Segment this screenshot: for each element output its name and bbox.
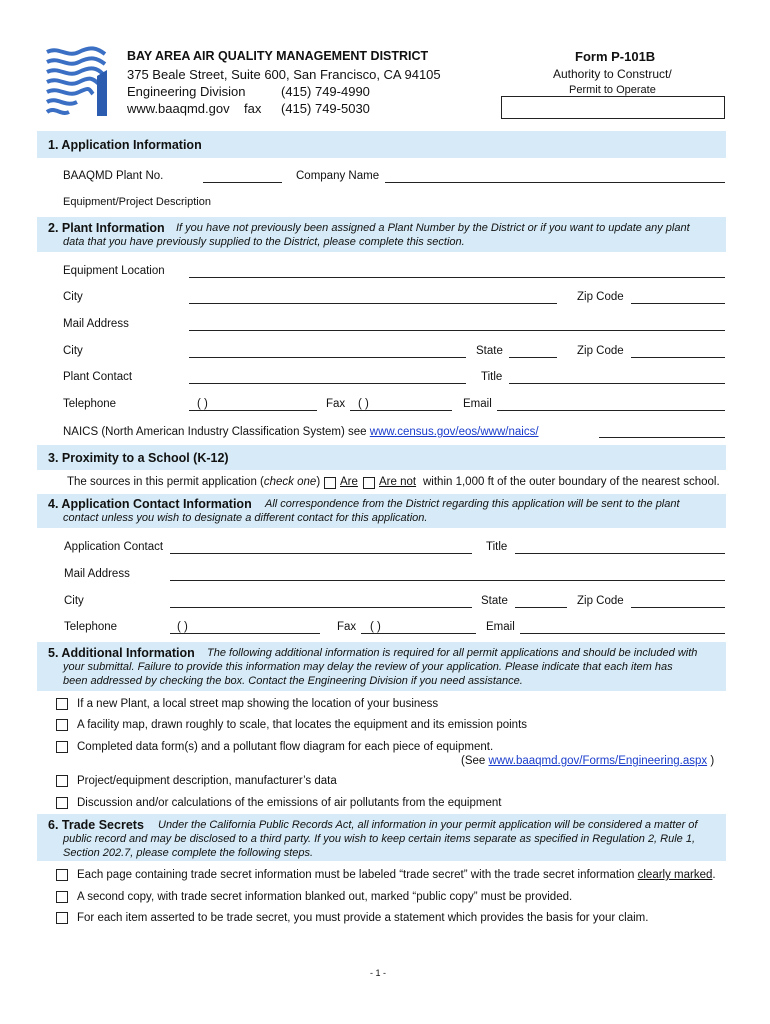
plant-fax-parens: ( ) <box>358 398 369 410</box>
plant-title-label: Title <box>481 371 503 383</box>
mail-state-field[interactable] <box>509 357 557 358</box>
info-checkbox-facility-map[interactable] <box>56 719 68 731</box>
section-2-title: 2. Plant Information <box>48 221 165 235</box>
fax-label: fax <box>244 101 262 116</box>
are-checkbox[interactable] <box>324 477 336 489</box>
plant-zip-label: Zip Code <box>577 291 624 303</box>
section-6-title: 6. Trade Secrets <box>48 818 144 832</box>
are-not-label: Are not <box>379 476 417 488</box>
plant-email-label: Email <box>463 398 492 410</box>
equipment-location-label: Equipment Location <box>63 265 165 277</box>
plant-no-field[interactable] <box>203 182 282 183</box>
contact-city-label: City <box>64 595 84 607</box>
plant-no-label: BAAQMD Plant No. <box>63 170 164 182</box>
see-forms-line <box>461 755 714 767</box>
trade-item-label-pages <box>77 869 716 881</box>
page-number: - 1 - <box>370 968 387 978</box>
info-checkbox-project-description[interactable] <box>56 775 68 787</box>
info-item-facility-map: A facility map, drawn roughly to scale, that locates the equipment and its emission points <box>77 719 528 731</box>
section-6-note-2: public record and may be disclosed to a third party. If you wish to keep certain items separate as specified in Regulation 2, Rule 1, <box>63 833 696 845</box>
info-checkbox-data-forms[interactable] <box>56 741 68 753</box>
trade-checkbox-statement[interactable] <box>56 912 68 924</box>
org-name: BAY AREA AIR QUALITY MANAGEMENT DISTRICT <box>127 49 429 63</box>
application-contact-label: Application Contact <box>64 541 164 553</box>
are-label: Are <box>340 476 358 488</box>
baaqmd-logo <box>45 46 107 118</box>
mail-zip-field[interactable] <box>631 357 725 358</box>
info-item-project-description: Project/equipment description, manufacturer’s data <box>77 775 337 787</box>
section-6-note-1: Under the California Public Records Act, all information in your permit application will be considered a matter of <box>158 819 698 831</box>
naics-text <box>63 426 539 438</box>
mail-zip-label: Zip Code <box>577 345 624 357</box>
are-not-checkbox[interactable] <box>363 477 375 489</box>
division-name: Engineering Division <box>127 84 246 99</box>
info-item-data-forms: Completed data form(s) and a pollutant flow diagram for each piece of equipment. <box>77 741 494 753</box>
naics-field[interactable] <box>599 437 725 438</box>
application-contact-field[interactable] <box>170 553 472 554</box>
plant-title-field[interactable] <box>509 383 725 384</box>
contact-zip-field[interactable] <box>631 607 725 608</box>
office-use-box[interactable] <box>501 96 725 119</box>
plant-telephone-label: Telephone <box>63 398 117 410</box>
clearly-marked-text: clearly marked <box>637 869 713 881</box>
school-sentence-prefix: The sources in this permit application ( <box>67 476 264 488</box>
school-sentence-end: within 1,000 ft of the outer boundary of the nearest school. <box>423 476 720 488</box>
plant-city-field[interactable] <box>189 303 557 304</box>
contact-email-label: Email <box>486 621 515 633</box>
trade-checkbox-public-copy[interactable] <box>56 891 68 903</box>
section-1-title: 1. Application Information <box>48 138 202 152</box>
contact-mail-address-field[interactable] <box>170 580 725 581</box>
section-4-title: 4. Application Contact Information <box>48 497 252 511</box>
mail-city-label: City <box>63 345 83 357</box>
school-sentence-close: ) <box>316 476 321 488</box>
contact-mail-address-label: Mail Address <box>64 568 130 580</box>
section-2-note-1: If you have not previously been assigned a Plant Number by the District or if you want to update any plant <box>176 222 690 234</box>
school-sentence-start <box>67 476 320 488</box>
trade-item-statement: For each item asserted to be trade secret, you must provide a statement which provides the basis for your claim. <box>77 912 649 924</box>
division-phone: (415) 749-4990 <box>281 84 370 99</box>
org-address: 375 Beale Street, Suite 600, San Francisco, CA 94105 <box>127 67 441 82</box>
naics-link[interactable]: www.census.gov/eos/www/naics/ <box>369 426 539 438</box>
plant-telephone-parens: ( ) <box>197 398 208 410</box>
plant-fax-field[interactable] <box>350 410 452 411</box>
info-item-street-map: If a new Plant, a local street map showing the location of your business <box>77 698 439 710</box>
trade-checkbox-label-pages[interactable] <box>56 869 68 881</box>
fax-number: (415) 749-5030 <box>281 101 370 116</box>
plant-fax-label: Fax <box>326 398 346 410</box>
plant-email-field[interactable] <box>497 410 725 411</box>
naics-label: NAICS (North American Industry Classification System) see <box>63 426 367 438</box>
mail-address-field[interactable] <box>189 330 725 331</box>
section-4-note-1: All correspondence from the District regarding this application will be sent to the plant <box>265 498 680 510</box>
form-subtitle-2: Permit to Operate <box>569 84 656 96</box>
trade-item-1-text: Each page containing trade secret information must be labeled “trade secret” with the trade secret information <box>77 869 635 881</box>
form-number: Form P-101B <box>575 49 656 64</box>
info-checkbox-street-map[interactable] <box>56 698 68 710</box>
info-item-emissions: Discussion and/or calculations of the emissions of air pollutants from the equipment <box>77 797 502 809</box>
contact-telephone-label: Telephone <box>64 621 118 633</box>
contact-state-field[interactable] <box>515 607 567 608</box>
section-3-title: 3. Proximity to a School (K-12) <box>48 451 229 465</box>
section-5-note-2: your submittal. Failure to provide this information may delay the review of your application. Please indicate that each item has <box>63 661 673 673</box>
plant-contact-label: Plant Contact <box>63 371 133 383</box>
contact-title-label: Title <box>486 541 508 553</box>
trade-item-public-copy: A second copy, with trade secret information blanked out, marked “public copy” must be provided. <box>77 891 573 903</box>
section-5-note-1: The following additional information is required for all permit applications and should be included with <box>207 647 698 659</box>
mail-address-label: Mail Address <box>63 318 129 330</box>
plant-contact-field[interactable] <box>189 383 466 384</box>
section-5-note-3: been addressed by checking the box. Contact the Engineering Division if you need assistance. <box>63 675 523 687</box>
plant-zip-field[interactable] <box>631 303 725 304</box>
contact-email-field[interactable] <box>520 633 725 634</box>
section-6-note-3: Section 202.7, please complete the following steps. <box>63 847 314 859</box>
section-2-note-2: data that you have previously supplied to the District, please complete this section. <box>63 236 465 248</box>
contact-zip-label: Zip Code <box>577 595 624 607</box>
plant-telephone-field[interactable] <box>189 410 317 411</box>
plant-city-label: City <box>63 291 83 303</box>
contact-state-label: State <box>481 595 508 607</box>
contact-fax-field[interactable] <box>361 633 476 634</box>
mail-city-field[interactable] <box>189 357 466 358</box>
contact-fax-parens: ( ) <box>370 621 381 633</box>
trade-item-1-end: . <box>712 869 716 881</box>
company-name-field[interactable] <box>385 182 725 183</box>
section-4-note-2: contact unless you wish to designate a different contact for this application. <box>63 512 428 524</box>
section-5-title: 5. Additional Information <box>48 646 195 660</box>
company-name-label: Company Name <box>296 170 380 182</box>
check-one-hint: check one <box>263 476 317 488</box>
see-prefix: (See <box>461 755 486 767</box>
contact-title-field[interactable] <box>515 553 725 554</box>
contact-city-field[interactable] <box>170 607 472 608</box>
contact-telephone-parens: ( ) <box>177 621 188 633</box>
equipment-location-field[interactable] <box>189 277 725 278</box>
equipment-desc-label: Equipment/Project Description <box>63 196 211 208</box>
mail-state-label: State <box>476 345 503 357</box>
contact-fax-label: Fax <box>337 621 357 633</box>
contact-telephone-field[interactable] <box>170 633 320 634</box>
forms-link[interactable]: www.baaqmd.gov/Forms/Engineering.aspx <box>488 755 708 767</box>
info-checkbox-emissions[interactable] <box>56 797 68 809</box>
website: www.baaqmd.gov <box>127 101 230 116</box>
form-subtitle-1: Authority to Construct/ <box>553 67 672 81</box>
see-suffix: ) <box>710 755 715 767</box>
